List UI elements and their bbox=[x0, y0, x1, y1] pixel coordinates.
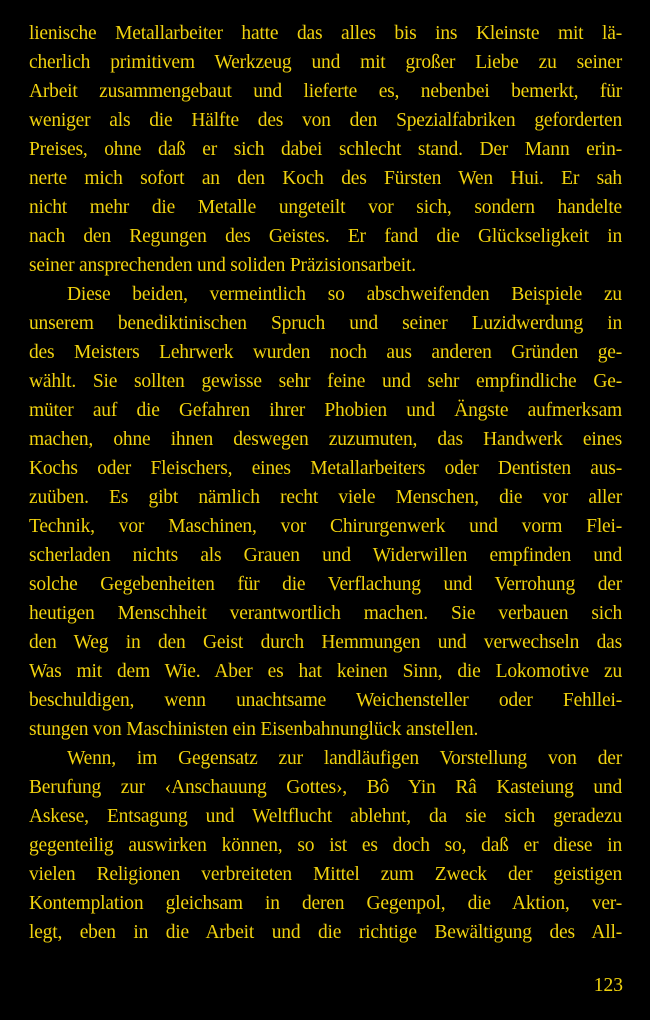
text-line: wählt. Sie sollten gewisse sehr feine und sehr empfindliche Ge- bbox=[29, 371, 622, 392]
text-line: weniger als die Hälfte des von den Spezialfabriken geforderten bbox=[29, 110, 622, 131]
text-line: Berufung zur ‹Anschauung Gottes›, Bô Yin Râ Kasteiung und bbox=[29, 777, 622, 798]
text-line: nicht mehr die Metalle ungeteilt vor sich, sondern handelte bbox=[29, 197, 622, 218]
text-line: unserem benediktinischen Spruch und seiner Luzidwerdung in bbox=[29, 313, 622, 334]
text-line: stungen von Maschinisten ein Eisenbahnunglück anstellen. bbox=[29, 719, 479, 740]
text-line: lienische Metallarbeiter hatte das alles bis ins Kleinste mit lä- bbox=[29, 23, 622, 44]
text-line: Technik, vor Maschinen, vor Chirurgenwerk und vorm Flei- bbox=[29, 516, 622, 537]
text-line: den Weg in den Geist durch Hemmungen und verwechseln das bbox=[29, 632, 622, 653]
text-line: Kochs oder Fleischers, eines Metallarbeiters oder Dentisten aus- bbox=[29, 458, 622, 479]
body-text bbox=[29, 19, 622, 947]
text-line: nerte mich sofort an den Koch des Fürsten Wen Hui. Er sah bbox=[29, 168, 622, 189]
text-line: gegenteilig auswirken können, so ist es doch so, daß er diese in bbox=[29, 835, 622, 856]
text-line: zuüben. Es gibt nämlich recht viele Menschen, die vor aller bbox=[29, 487, 622, 508]
text-line: Arbeit zusammengebaut und lieferte es, nebenbei bemerkt, für bbox=[29, 81, 622, 102]
text-line: Askese, Entsagung und Weltflucht ablehnt, da sie sich geradezu bbox=[29, 806, 622, 827]
text-line: seiner ansprechenden und soliden Präzisionsarbeit. bbox=[29, 255, 416, 276]
page-number: 123 bbox=[593, 975, 623, 996]
text-line: heutigen Menschheit verantwortlich machen. Sie verbauen sich bbox=[29, 603, 622, 624]
text-line: nach den Regungen des Geistes. Er fand die Glückseligkeit in bbox=[29, 226, 622, 247]
text-line: müter auf die Gefahren ihrer Phobien und Ängste aufmerksam bbox=[29, 400, 622, 421]
text-line: des Meisters Lehrwerk wurden noch aus anderen Gründen ge- bbox=[29, 342, 622, 363]
text-line: Was mit dem Wie. Aber es hat keinen Sinn, die Lokomotive zu bbox=[29, 661, 622, 682]
text-line: vielen Religionen verbreiteten Mittel zum Zweck der geistigen bbox=[29, 864, 622, 885]
text-line: machen, ohne ihnen deswegen zuzumuten, das Handwerk eines bbox=[29, 429, 622, 450]
text-line: solche Gegebenheiten für die Verflachung und Verrohung der bbox=[29, 574, 622, 595]
text-line: Kontemplation gleichsam in deren Gegenpol, die Aktion, ver- bbox=[29, 893, 622, 914]
text-line: scherladen nichts als Grauen und Widerwillen empfinden und bbox=[29, 545, 622, 566]
text-line: legt, eben in die Arbeit und die richtige Bewältigung des All- bbox=[29, 922, 622, 943]
text-line: Wenn, im Gegensatz zur landläufigen Vorstellung von der bbox=[67, 748, 622, 769]
text-line: beschuldigen, wenn unachtsame Weichensteller oder Fehllei- bbox=[29, 690, 622, 711]
text-line: Diese beiden, vermeintlich so abschweifenden Beispiele zu bbox=[67, 284, 622, 305]
text-line: Preises, ohne daß er sich dabei schlecht stand. Der Mann erin- bbox=[29, 139, 622, 160]
text-line: cherlich primitivem Werkzeug und mit großer Liebe zu seiner bbox=[29, 52, 622, 73]
